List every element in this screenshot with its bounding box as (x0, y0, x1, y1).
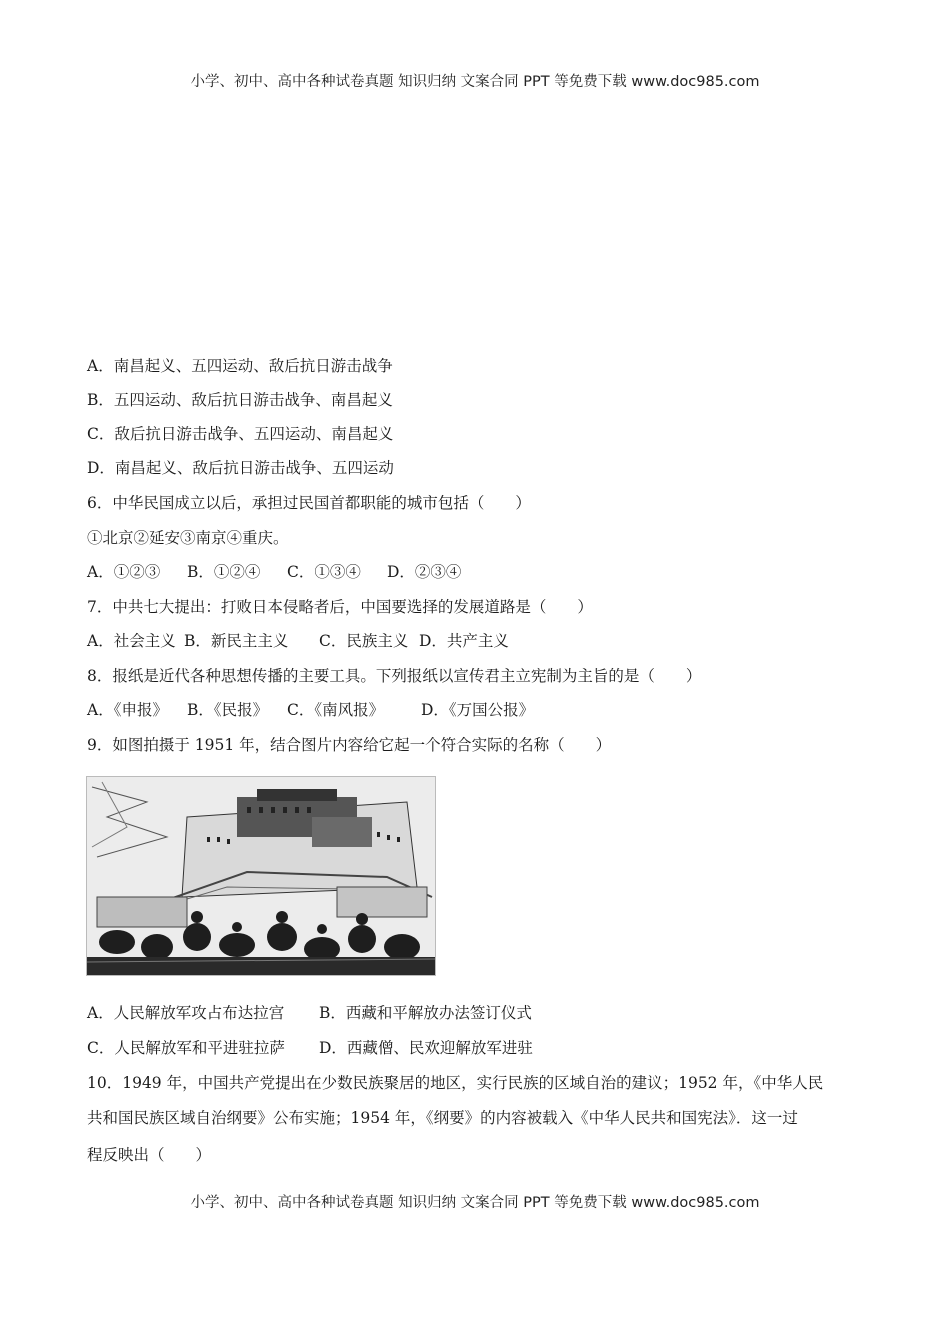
q9-option-c: C．人民解放军和平进驻拉萨 (87, 1039, 285, 1057)
q8-option-c: C．《南风报》 (287, 701, 385, 719)
q6-option-a: A．①②③ (87, 563, 161, 581)
potala-palace-photo (86, 776, 436, 976)
q5-option-d: D．南昌起义、敌后抗日游击战争、五四运动 (87, 459, 394, 477)
q6-stem: 6．中华民国成立以后，承担过民国首都职能的城市包括（ ） (87, 494, 531, 512)
q6-option-b: B．①②④ (187, 563, 261, 581)
page-header: 小学、初中、高中各种试卷真题 知识归纳 文案合同 PPT 等免费下载 www.doc985.com (190, 74, 760, 90)
q5-option-c: C．敌后抗日游击战争、五四运动、南昌起义 (87, 425, 394, 443)
q8-option-b: B．《民报》 (187, 701, 269, 719)
q7-option-b: B．新民主主义 (184, 632, 289, 650)
page-footer: 小学、初中、高中各种试卷真题 知识归纳 文案合同 PPT 等免费下载 www.doc985.com (190, 1195, 760, 1211)
q9-stem: 9．如图拍摄于 1951 年，结合图片内容给它起一个符合实际的名称（ ） (87, 736, 612, 754)
q7-option-c: C．民族主义 (319, 632, 409, 650)
q9-options-row2 (87, 1038, 533, 1058)
q9-option-b: B．西藏和平解放办法签订仪式 (319, 1004, 532, 1022)
q7-option-a: A．社会主义 (87, 632, 176, 650)
q5-option-b: B．五四运动、敌后抗日游击战争、南昌起义 (87, 391, 393, 409)
q9-options-row1 (87, 1003, 532, 1023)
q5-option-a: A．南昌起义、五四运动、敌后抗日游击战争 (87, 357, 393, 375)
q6-sub: ①北京②延安③南京④重庆。 (87, 529, 289, 547)
q10-line-1: 10．1949 年，中国共产党提出在少数民族聚居的地区，实行民族的区域自治的建议；1952 年，《中华人民 (87, 1074, 824, 1092)
q10-line-3: 程反映出（ ） (87, 1146, 212, 1164)
q6-option-c: C．①③④ (287, 563, 361, 581)
q9-option-d: D．西藏僧、民欢迎解放军进驻 (319, 1039, 533, 1057)
q6-option-d: D．②③④ (387, 563, 462, 581)
q6-options (87, 562, 461, 582)
q7-option-d: D．共产主义 (419, 632, 509, 650)
q8-options (87, 700, 534, 720)
q7-options (87, 631, 509, 651)
q8-stem: 8．报纸是近代各种思想传播的主要工具。下列报纸以宣传君主立宪制为主旨的是（ ） (87, 667, 702, 685)
q10-line-2: 共和国民族区域自治纲要》公布实施；1954 年，《纲要》的内容被载入《中华人民共和国宪法》．这一过 (87, 1109, 798, 1127)
q7-stem: 7．中共七大提出：打败日本侵略者后，中国要选择的发展道路是（ ） (87, 598, 593, 616)
q8-option-a: A．《申报》 (87, 701, 168, 719)
q9-option-a: A．人民解放军攻占布达拉宫 (87, 1004, 285, 1022)
q8-option-d: D．《万国公报》 (421, 701, 535, 719)
